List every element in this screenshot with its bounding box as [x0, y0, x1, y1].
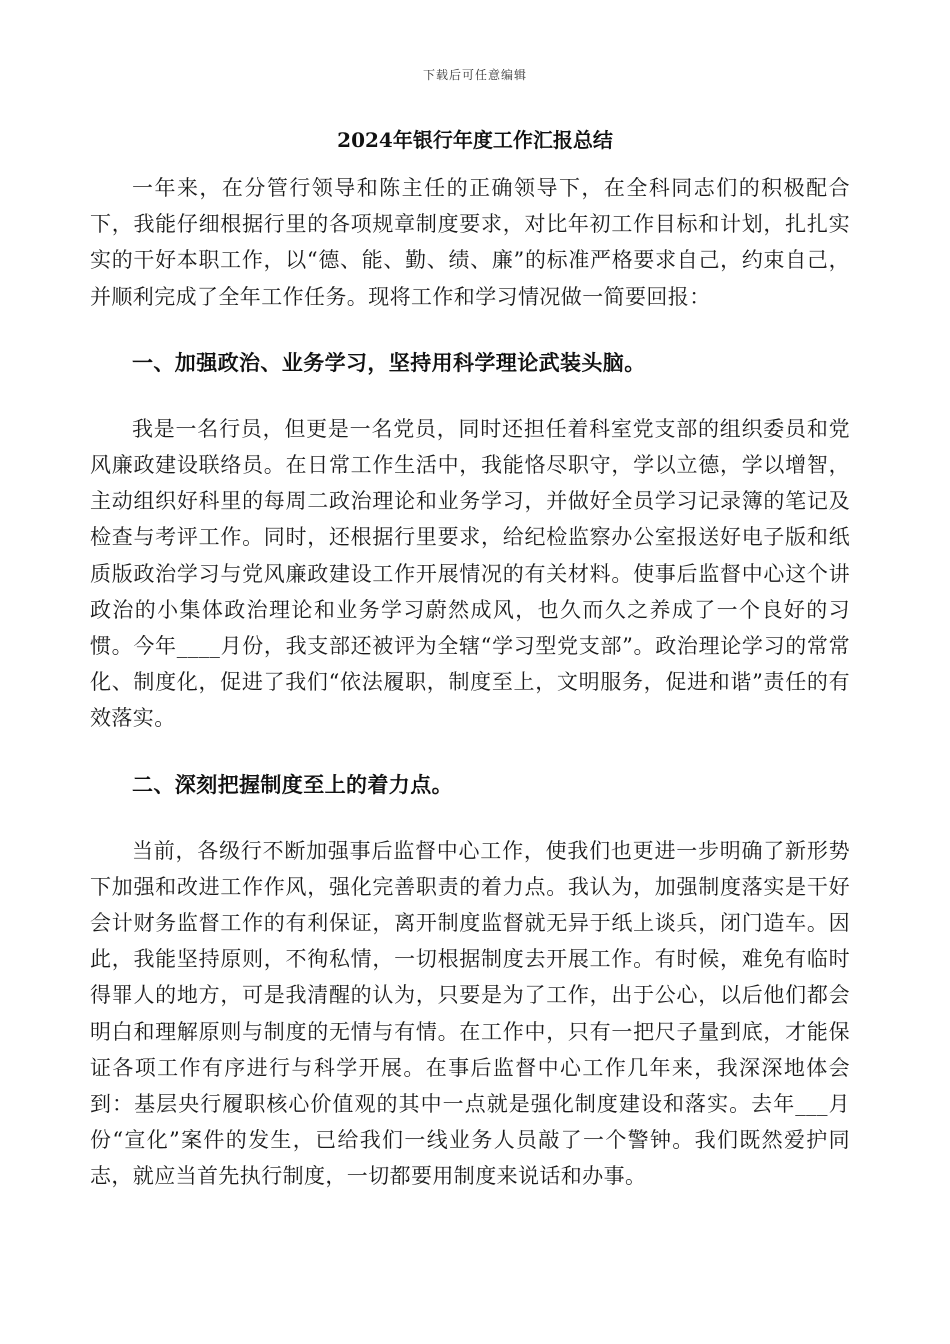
section-body-1: 我是一名行员，但更是一名党员，同时还担任着科室党支部的组织委员和党风廉政建设联络员。在日常工作生活中，我能恪尽职守，学以立德，学以增智，主动组织好科里的每周二政治理论和业务学习，并做好全员学习记录簿的笔记及检查与考评工作。同时，还根据行里要求，给纪检监察办公室报送好电子版和纸质版政治学习与党风廉政建设工作开展情况的有关材料。使事后监督中心这个讲政治的小集体政治理论和业务学习蔚然成风，也久而久之养成了一个良好的习惯。今年____月份，我支部还被评为全辖“学习型党支部”。政治理论学习的常常化、制度化，促进了我们“依法履职，制度至上，文明服务，促进和谐”责任的有效落实。 — [90, 416, 850, 731]
spacer — [90, 737, 850, 767]
spacer — [90, 315, 850, 345]
document-title: 2024年银行年度工作汇报总结 — [337, 128, 613, 152]
section-heading-2: 二、深刻把握制度至上的着力点。 — [132, 771, 453, 797]
spacer — [90, 803, 850, 833]
section-heading-1: 一、加强政治、业务学习，坚持用科学理论武装头脑。 — [132, 349, 646, 375]
document-body — [90, 170, 850, 1195]
spacer — [90, 381, 850, 411]
section-body-2: 当前，各级行不断加强事后监督中心工作，使我们也更进一步明确了新形势下加强和改进工作作风，强化完善职责的着力点。我认为，加强制度落实是干好会计财务监督工作的有利保证，离开制度监督就无异于纸上谈兵，闭门造车。因此，我能坚持原则，不徇私情，一切根据制度去开展工作。有时候，难免有临时得罪人的地方，可是我清醒的认为，只要是为了工作，出于公心，以后他们都会明白和理解原则与制度的无情与有情。在工作中，只有一把尺子量到底，才能保证各项工作有序进行与科学开展。在事后监督中心工作几年来，我深深地体会到：基层央行履职核心价值观的其中一点就是强化制度建设和落实。去年___月份“宣化”案件的发生，已给我们一线业务人员敲了一个警钟。我们既然爱护同志，就应当首先执行制度，一切都要用制度来说话和办事。 — [90, 838, 850, 1189]
intro-paragraph: 一年来，在分管行领导和陈主任的正确领导下，在全科同志们的积极配合下，我能仔细根据行里的各项规章制度要求，对比年初工作目标和计划，扎扎实实的干好本职工作，以“德、能、勤、绩、廉”的标准严格要求自己，约束自己，并顺利完成了全年工作任务。现将工作和学习情况做一简要回报： — [90, 176, 850, 309]
header-note: 下载后可任意编辑 — [422, 68, 527, 82]
